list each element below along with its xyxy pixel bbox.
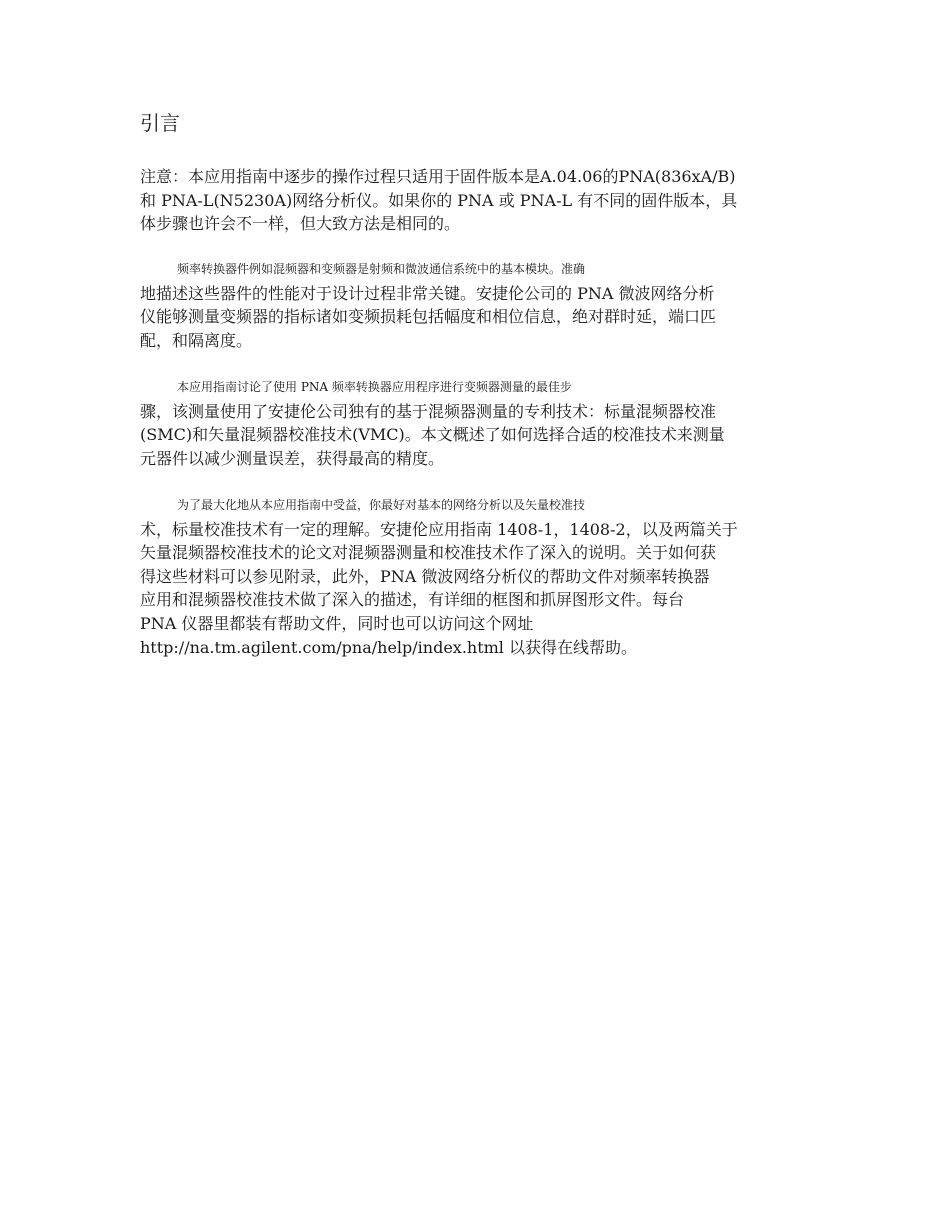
document-page [140, 0, 812, 1230]
text-line: 体步骤也许会不一样，但大致方法是相同的。 [140, 214, 461, 234]
text-line: 地描述这些器件的性能对于设计过程非常关键。安捷伦公司的 PNA 微波网络分析 [140, 283, 715, 303]
text-line: (SMC)和矢量混频器校准技术(VMC)。本文概述了如何选择合适的校准技术来测量 [140, 425, 725, 445]
text-line: 和 PNA-L(N5230A)网络分析仪。如果你的 PNA 或 PNA-L 有不同的固件版本，具 [140, 190, 738, 210]
text-line: 频率转换器件例如混频器和变频器是射频和微波通信系统中的基本模块。准确 [177, 262, 586, 276]
body-paragraph-3 [140, 494, 812, 659]
text-line: 本应用指南讨论了使用 PNA 频率转换器应用程序进行变频器测量的最佳步 [177, 380, 572, 394]
text-line: 为了最大化地从本应用指南中受益，你最好对基本的网络分析以及矢量校准技 [177, 498, 586, 512]
help-url-line: http://na.tm.agilent.com/pna/help/index.html 以获得在线帮助。 [140, 637, 638, 657]
text-line: 矢量混频器校准技术的论文对混频器测量和校准技术作了深入的说明。关于如何获 [140, 543, 717, 563]
text-line: 仪能够测量变频器的指标诸如变频损耗包括幅度和相位信息，绝对群时延，端口匹 [140, 307, 717, 327]
text-line: 元器件以减少测量误差，获得最高的精度。 [140, 448, 445, 468]
text-line: 骤，该测量使用了安捷伦公司独有的基于混频器测量的专利技术：标量混频器校准 [140, 401, 717, 421]
body-paragraph-2 [140, 376, 812, 470]
text-line: 注意：本应用指南中逐步的操作过程只适用于固件版本是A.04.06的PNA(836xA/B) [140, 167, 736, 186]
text-line: 得这些材料可以参见附录，此外，PNA 微波网络分析仪的帮助文件对频率转换器 [140, 566, 710, 586]
text-line: 应用和混频器校准技术做了深入的描述，有详细的框图和抓屏图形文件。每台 [140, 590, 685, 610]
text-line: 配，和隔离度。 [140, 330, 253, 350]
section-heading: 引言 [140, 111, 180, 135]
text-line: 术，标量校准技术有一定的理解。安捷伦应用指南 1408-1，1408-2，以及两篇关于 [140, 519, 738, 539]
note-paragraph [140, 165, 812, 236]
body-paragraph-1 [140, 258, 812, 352]
text-line: PNA 仪器里都装有帮助文件，同时也可以访问这个网址 [140, 613, 534, 633]
